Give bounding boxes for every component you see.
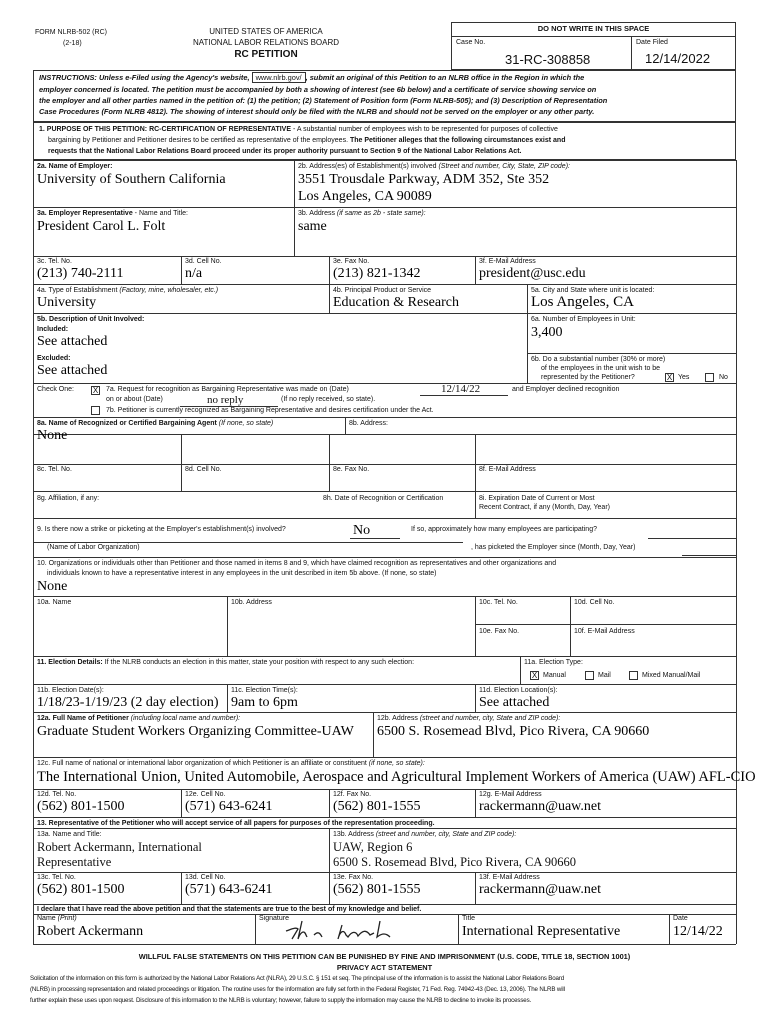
other-org-email-label: 10f. E-Mail Address: [574, 628, 635, 635]
check-one-label: Check One:: [37, 386, 74, 393]
employer-fax-label: 3e. Fax No.: [333, 258, 370, 265]
rep-email-label: 13f. E-Mail Address: [479, 874, 540, 881]
agent-name-label: 8a. Name of Recognized or Certified Bargaining Agent: [37, 420, 217, 427]
other-org-tel-label: 10c. Tel. No.: [479, 599, 518, 606]
case-no-label: Case No.: [456, 39, 486, 46]
other-orgs-line-1: 10. Organizations or individuals other than Petitioner and those named in items 8 and 9, which have claimed recognition as representatives and other organizations and: [37, 560, 557, 567]
excluded-value[interactable]: See attached: [37, 363, 108, 378]
establishment-address-line-1[interactable]: 3551 Trousdale Parkway, ADM 352, Ste 352: [298, 172, 550, 187]
employer-rep-label: 3a. Employer Representative: [37, 210, 133, 217]
affiliate-hint: (if none, so state):: [368, 760, 425, 767]
principal-product[interactable]: Education & Research: [333, 295, 459, 310]
agency-line-1: UNITED STATES OF AMERICA: [209, 27, 323, 36]
q6b-no-checkbox[interactable]: [705, 373, 714, 382]
form-title: RC PETITION: [234, 49, 298, 60]
opt-7a-line-2a: on or about (Date): [106, 396, 163, 403]
election-dates-label: 11b. Election Date(s):: [37, 687, 104, 694]
agency-line-2: NATIONAL LABOR RELATIONS BOARD: [192, 38, 340, 47]
employee-count-label: 6a. Number of Employees in Unit:: [531, 316, 636, 323]
opt-7a-line-2b: (If no reply received, so state).: [281, 396, 376, 403]
signer-title[interactable]: International Representative: [462, 924, 621, 939]
q6b-line-2: of the employees in the unit wish to be: [541, 365, 661, 372]
petitioner-tel[interactable]: (562) 801-1500: [37, 799, 125, 814]
petitioner-address-label: 12b. Address: [377, 715, 418, 722]
instructions-lead: INSTRUCTIONS: Unless e-Filed using the Agency's website,: [39, 73, 250, 82]
q6b-line-3: represented by the Petitioner?: [541, 374, 635, 381]
rep-cell[interactable]: (571) 643-6241: [185, 882, 273, 897]
agent-expiration-line-2: Recent Contract, if any (Month, Day, Year): [479, 504, 610, 511]
petitioner-cell-label: 12e. Cell No.: [185, 791, 226, 798]
handwritten-signature[interactable]: [282, 917, 432, 943]
establishment-address-line-2[interactable]: Los Angeles, CA 90089: [298, 189, 432, 204]
other-org-name-label: 10a. Name: [37, 599, 72, 606]
excluded-label: Excluded:: [37, 355, 71, 362]
agent-affiliation-label: 8g. Affiliation, if any:: [37, 495, 100, 502]
petitioner-name[interactable]: Graduate Student Workers Organizing Committee-UAW: [37, 724, 354, 739]
mail-checkbox[interactable]: [585, 671, 594, 680]
form-revision: (2-18): [63, 40, 82, 47]
establishment-type[interactable]: University: [37, 295, 97, 310]
election-details-rest: If the NLRB conducts an election in this matter, state your position with respect to any such election:: [102, 659, 415, 666]
privacy-line-3: further explain these uses upon request. Disclosure of this information to the NLRB is voluntary; however, failure to supply the information may cause the NLRB to decline to invoke its processes.: [30, 997, 532, 1004]
rep-name-line-2[interactable]: Representative: [37, 855, 112, 869]
affiliate-name[interactable]: The International Union, United Automobile, Aerospace and Agricultural Implement Workers of America (UAW) AFL-CIO: [37, 769, 756, 785]
petitioner-address[interactable]: 6500 S. Rosemead Blvd, Pico Rivera, CA 90660: [377, 724, 650, 739]
strike-picket-label: , has picketed the Employer since (Month, Day, Year): [471, 544, 636, 551]
petitioner-fax[interactable]: (562) 801-1555: [333, 799, 421, 814]
privacy-line-2: (NLRB) in processing representation and related proceedings or litigation. The routine uses for the information are fully set forth in the Federal Register, 71 Fed. Reg. 74942-43 (Dec. 13, 2006). The NLRB will: [30, 986, 565, 993]
instructions-line-3: the employer and all other parties named in the petition of: (1) the petition; (2) Statement of Position form (Form NLRB-505); and (3) Description of Representation: [39, 96, 608, 105]
strike-org-label: (Name of Labor Organization): [47, 544, 140, 551]
agent-recognition-label: 8h. Date of Recognition or Certification: [323, 495, 444, 502]
election-details-label: 11. Election Details:: [37, 659, 103, 666]
employer-email[interactable]: president@usc.edu: [479, 266, 586, 281]
manual-checkbox[interactable]: X: [531, 671, 538, 680]
other-orgs-line-2: individuals known to have a representative interest in any employees in the unit described in item 5b above. (If none, so state): [47, 570, 437, 577]
rep-email[interactable]: rackermann@uaw.net: [479, 882, 601, 897]
rep-address[interactable]: same: [298, 219, 327, 234]
petitioner-fax-label: 12f. Fax No.: [333, 791, 372, 798]
instructions-line-4: Case Procedures (Form NLRB 4812). The showing of interest should only be filed with the NLRB and should not be served on the employer or any other party.: [39, 107, 595, 116]
opt-7b-checkbox[interactable]: [91, 406, 100, 415]
agent-name[interactable]: None: [37, 428, 68, 443]
purpose-line-1-rest: - A substantial number of employees wish to be represented for purposes of collective: [291, 126, 558, 133]
signature-date[interactable]: 12/14/22: [673, 924, 723, 939]
privacy-line-1: Solicitation of the information on this form is authorized by the National Labor Relations Act (NLRA), 29 U.S.C. § 151 et seq. The principal use of the information is to assist the National Labor Relations Board: [30, 975, 565, 982]
petitioner-address-hint: (street and number, city, State and ZIP code):: [419, 715, 561, 722]
purpose-line-2b: The Petitioner alleges that the following circumstances exist and: [349, 137, 566, 144]
petitioner-cell[interactable]: (571) 643-6241: [185, 799, 273, 814]
purpose-line-2a: bargaining by Petitioner and Petitioner desires to be certified as representative of the employees.: [48, 137, 350, 144]
agent-tel-label: 8c. Tel. No.: [37, 466, 72, 473]
signer-name-label: Name: [37, 915, 56, 922]
included-label: Included:: [37, 326, 69, 333]
rep-fax-label: 13e. Fax No.: [333, 874, 374, 881]
rep-name-label: 13a. Name and Title:: [37, 831, 102, 838]
agent-email-label: 8f. E-Mail Address: [479, 466, 536, 473]
other-orgs-answer[interactable]: None: [37, 579, 68, 594]
q6b-yes-checkbox[interactable]: X: [666, 373, 673, 382]
purpose-line-3: requests that the National Labor Relations Board proceed under its proper authority pursuant to Section 9 of the National Labor Relations Act.: [48, 148, 522, 155]
employer-name[interactable]: University of Southern California: [37, 172, 226, 187]
rep-address-label: 3b. Address: [298, 210, 335, 217]
rep-13b-address-label: 13b. Address: [333, 831, 374, 838]
mixed-checkbox[interactable]: [629, 671, 638, 680]
employer-tel[interactable]: (213) 740-2111: [37, 266, 124, 281]
principal-product-label: 4b. Principal Product or Service: [333, 287, 432, 294]
rep-address-hint: (if same as 2b - state same):: [336, 210, 426, 217]
other-org-fax-label: 10e. Fax No.: [479, 628, 520, 635]
employer-cell-label: 3d. Cell No.: [185, 258, 222, 265]
representative-heading: 13. Representative of the Petitioner who will accept service of all papers for purposes of the representation proceeding.: [37, 820, 435, 827]
mail-label: Mail: [598, 672, 611, 679]
opt-7a-tail: and Employer declined recognition: [512, 386, 620, 393]
signature-label: Signature: [259, 915, 289, 922]
opt-7a-date[interactable]: 12/14/22: [441, 383, 481, 395]
q6b-yes-label: Yes: [678, 374, 690, 381]
manual-label: Manual: [543, 672, 566, 679]
election-location-label: 11d. Election Location(s):: [479, 687, 558, 694]
strike-question: 9. Is there now a strike or picketing at the Employer's establishment(s) involved?: [37, 526, 286, 533]
purpose-heading: 1. PURPOSE OF THIS PETITION: RC-CERTIFICATION OF REPRESENTATIVE: [39, 126, 292, 133]
signer-name-hint: (Print): [57, 915, 77, 922]
q6b-line-1: 6b. Do a substantial number (30% or more): [531, 356, 666, 363]
petitioner-name-label: 12a. Full Name of Petitioner: [37, 715, 129, 722]
other-org-address-label: 10b. Address: [231, 599, 272, 606]
employer-rep-hint: - Name and Title:: [134, 210, 188, 217]
employer-cell[interactable]: n/a: [185, 266, 203, 281]
petitioner-tel-label: 12d. Tel. No.: [37, 791, 77, 798]
q6b-no-label: No: [719, 374, 728, 381]
election-dates[interactable]: 1/18/23-1/19/23 (2 day election): [37, 695, 219, 710]
included-value[interactable]: See attached: [37, 334, 108, 349]
nlrb-website-link[interactable]: www.nlrb.gov/: [252, 72, 306, 83]
opt-7a-label: 7a. Request for recognition as Bargaining Representative was made on (Date): [106, 386, 349, 393]
unit-city[interactable]: Los Angeles, CA: [531, 294, 634, 310]
employer-tel-label: 3c. Tel. No.: [37, 258, 72, 265]
establishment-type-label: 4a. Type of Establishment: [37, 287, 118, 294]
petitioner-email[interactable]: rackermann@uaw.net: [479, 799, 601, 814]
rep-tel[interactable]: (562) 801-1500: [37, 882, 125, 897]
affiliate-label: 12c. Full name of national or international labor organization of which Petitioner is an affiliate or constituent: [37, 760, 367, 767]
rep-address-line-2[interactable]: 6500 S. Rosemead Blvd, Pico Rivera, CA 90660: [333, 855, 577, 869]
rep-tel-label: 13c. Tel. No.: [37, 874, 76, 881]
agent-expiration-line-1: 8i. Expiration Date of Current or Most: [479, 495, 595, 502]
petitioner-name-hint: (including local name and number):: [130, 715, 241, 722]
date-filed: 12/14/2022: [645, 51, 711, 66]
agent-fax-label: 8e. Fax No.: [333, 466, 370, 473]
establishment-address-label: 2b. Address(es) of Establishment(s) involved: [298, 163, 437, 170]
election-type-label: 11a. Election Type:: [524, 659, 583, 666]
signer-name[interactable]: Robert Ackermann: [37, 924, 144, 939]
date-filed-label: Date Filed: [636, 39, 668, 46]
employer-email-label: 3f. E-Mail Address: [479, 258, 536, 265]
agent-cell-label: 8d. Cell No.: [185, 466, 222, 473]
election-times[interactable]: 9am to 6pm: [231, 695, 298, 710]
false-statement-warning: WILLFUL FALSE STATEMENTS ON THIS PETITION CAN BE PUNISHED BY FINE AND IMPRISONMENT (U.S. CODE, TITLE 18, SECTION 1001): [138, 952, 631, 961]
rep-fax[interactable]: (562) 801-1555: [333, 882, 421, 897]
privacy-act-title: PRIVACY ACT STATEMENT: [336, 963, 433, 972]
rep-name-line-1[interactable]: Robert Ackermann, International: [37, 840, 202, 854]
signature-date-label: Date: [673, 915, 688, 922]
signer-title-label: Title: [462, 915, 475, 922]
agent-address-label: 8b. Address:: [349, 420, 388, 427]
unit-description-label: 5b. Description of Unit Involved:: [37, 316, 145, 323]
form-id: FORM NLRB-502 (RC): [35, 29, 107, 36]
establishment-address-hint: (Street and number, City, State, ZIP code):: [438, 163, 570, 170]
opt-7b-label: 7b. Petitioner is currently recognized as Bargaining Representative and desires certification under the Act.: [106, 407, 434, 414]
case-number: 31-RC-308858: [505, 52, 591, 67]
employee-count[interactable]: 3,400: [531, 325, 563, 340]
rep-address-line-1[interactable]: UAW, Region 6: [333, 840, 413, 854]
other-org-cell-label: 10d. Cell No.: [574, 599, 615, 606]
declaration-statement: I declare that I have read the above petition and that the statements are true to the best of my knowledge and belief.: [37, 906, 422, 913]
rep-13b-address-hint: (street and number, city, State and ZIP code):: [375, 831, 517, 838]
employer-representative[interactable]: President Carol L. Folt: [37, 219, 166, 234]
instructions-line-2: employer concerned is located. The petition must be accompanied by both a showing of interest (see 6b below) and a certificate of service showing service on: [39, 85, 597, 94]
rep-cell-label: 13d. Cell No.: [185, 874, 226, 881]
office-use-title: DO NOT WRITE IN THIS SPACE: [537, 24, 650, 33]
mixed-label: Mixed Manual/Mail: [642, 672, 701, 679]
petitioner-email-label: 12g. E-Mail Address: [479, 791, 542, 798]
opt-7a-reply[interactable]: no reply: [207, 394, 244, 406]
agent-name-hint: (If none, so state): [218, 420, 274, 427]
opt-7a-checkbox[interactable]: X: [92, 386, 99, 395]
establishment-type-hint: (Factory, mine, wholesaler, etc.): [119, 287, 219, 294]
strike-answer[interactable]: No: [353, 523, 371, 538]
instructions-line-1-rest: , submit an original of this Petition to an NLRB office in the Region in which the: [305, 73, 585, 82]
election-location[interactable]: See attached: [479, 695, 550, 710]
unit-city-label: 5a. City and State where unit is located:: [531, 287, 655, 294]
employer-name-label: 2a. Name of Employer:: [37, 163, 113, 170]
strike-followup: If so, approximately how many employees are participating?: [411, 526, 597, 533]
election-times-label: 11c. Election Time(s):: [231, 687, 298, 694]
employer-fax[interactable]: (213) 821-1342: [333, 266, 421, 281]
